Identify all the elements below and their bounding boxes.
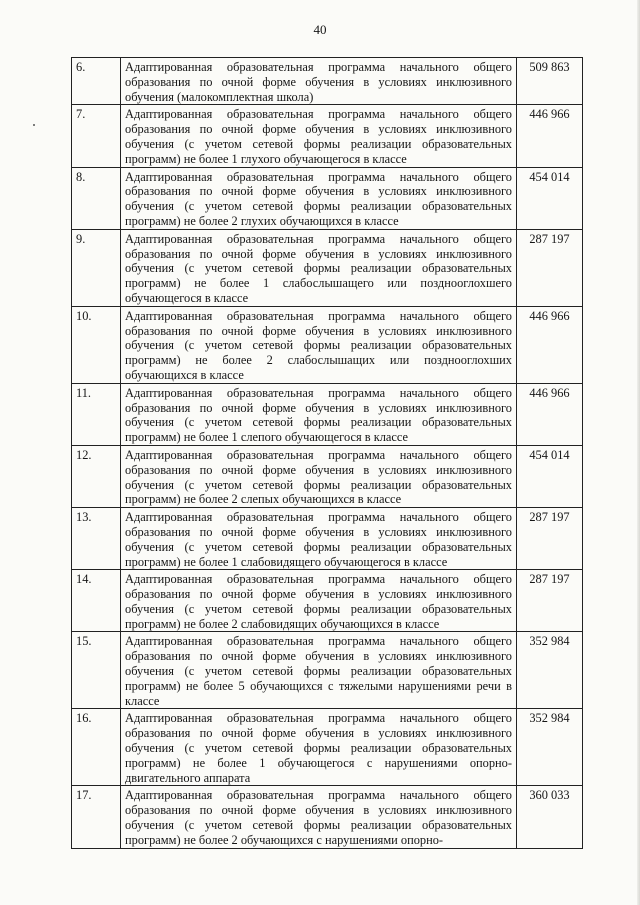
row-number: 11. xyxy=(72,383,121,445)
table-row xyxy=(72,58,583,105)
cost-value: 352 984 xyxy=(517,632,583,709)
program-description: Адаптированная образовательная программа начального общего образования по очной форме обучения в условиях инклюзивного обучения (с учетом сетевой формы реализации образовательных программ) не более 1 слепого обучающегося в классе xyxy=(121,383,517,445)
row-number: 9. xyxy=(72,229,121,306)
cost-value: 454 014 xyxy=(517,167,583,229)
program-description: Адаптированная образовательная программа начального общего образования по очной форме обучения в условиях инклюзивного обучения (с учетом сетевой формы реализации образовательных программ) не более 2 слепых обучающихся в классе xyxy=(121,445,517,507)
cost-value: 446 966 xyxy=(517,306,583,383)
program-description: Адаптированная образовательная программа начального общего образования по очной форме обучения в условиях инклюзивного обучения (с учетом сетевой формы реализации образовательных программ) не более 1 глухого обучающегося в классе xyxy=(121,105,517,167)
row-number: 6. xyxy=(72,58,121,105)
table-row xyxy=(72,632,583,709)
program-description: Адаптированная образовательная программа начального общего образования по очной форме обучения в условиях инклюзивного обучения (с учетом сетевой формы реализации образовательных программ) не более 2 обучающихся с нарушениями опорно- xyxy=(121,786,517,848)
row-number: 16. xyxy=(72,709,121,786)
table-row xyxy=(72,508,583,570)
table-row xyxy=(72,709,583,786)
table-row xyxy=(72,570,583,632)
program-description: Адаптированная образовательная программа начального общего образования по очной форме обучения в условиях инклюзивного обучения (с учетом сетевой формы реализации образовательных программ) не более 2 глухих обучающихся в классе xyxy=(121,167,517,229)
cost-value: 287 197 xyxy=(517,570,583,632)
row-number: 12. xyxy=(72,445,121,507)
cost-value: 352 984 xyxy=(517,709,583,786)
table-row xyxy=(72,383,583,445)
table-row xyxy=(72,105,583,167)
program-description: Адаптированная образовательная программа начального общего образования по очной форме обучения в условиях инклюзивного обучения (малокомплектная школа) xyxy=(121,58,517,105)
cost-value: 287 197 xyxy=(517,508,583,570)
cost-value: 509 863 xyxy=(517,58,583,105)
program-description: Адаптированная образовательная программа начального общего образования по очной форме обучения в условиях инклюзивного обучения (с учетом сетевой формы реализации образовательных программ) не более 1 слабовидящего обучающегося в классе xyxy=(121,508,517,570)
table-row xyxy=(72,786,583,848)
program-description: Адаптированная образовательная программа начального общего образования по очной форме обучения в условиях инклюзивного обучения (с учетом сетевой формы реализации образовательных программ) не более 1 слабослышащего или позднооглохшего обучающегося в классе xyxy=(121,229,517,306)
row-number: 8. xyxy=(72,167,121,229)
table-body xyxy=(72,58,583,849)
row-number: 17. xyxy=(72,786,121,848)
program-description: Адаптированная образовательная программа начального общего образования по очной форме обучения в условиях инклюзивного обучения (с учетом сетевой формы реализации образовательных программ) не более 1 обучающегося с нарушениями опорно-двигательного аппарата xyxy=(121,709,517,786)
cost-value: 446 966 xyxy=(517,383,583,445)
row-number: 13. xyxy=(72,508,121,570)
program-description: Адаптированная образовательная программа начального общего образования по очной форме обучения в условиях инклюзивного обучения (с учетом сетевой формы реализации образовательных программ) не более 2 слабослышащих или позднооглохших обучающихся в классе xyxy=(121,306,517,383)
cost-value: 446 966 xyxy=(517,105,583,167)
table-row xyxy=(72,167,583,229)
cost-value: 360 033 xyxy=(517,786,583,848)
page-number: 40 xyxy=(313,22,327,37)
cost-value: 454 014 xyxy=(517,445,583,507)
cost-value: 287 197 xyxy=(517,229,583,306)
row-number: 15. xyxy=(72,632,121,709)
table-row xyxy=(72,229,583,306)
table-row xyxy=(72,306,583,383)
scan-mark xyxy=(33,124,35,126)
program-description: Адаптированная образовательная программа начального общего образования по очной форме обучения в условиях инклюзивного обучения (с учетом сетевой формы реализации образовательных программ) не более 2 слабовидящих обучающихся в классе xyxy=(121,570,517,632)
program-cost-table xyxy=(71,57,583,849)
row-number: 14. xyxy=(72,570,121,632)
row-number: 10. xyxy=(72,306,121,383)
program-description: Адаптированная образовательная программа начального общего образования по очной форме обучения в условиях инклюзивного обучения (с учетом сетевой формы реализации образовательных программ) не более 5 обучающихся с тяжелыми нарушениями речи в классе xyxy=(121,632,517,709)
row-number: 7. xyxy=(72,105,121,167)
table-row xyxy=(72,445,583,507)
